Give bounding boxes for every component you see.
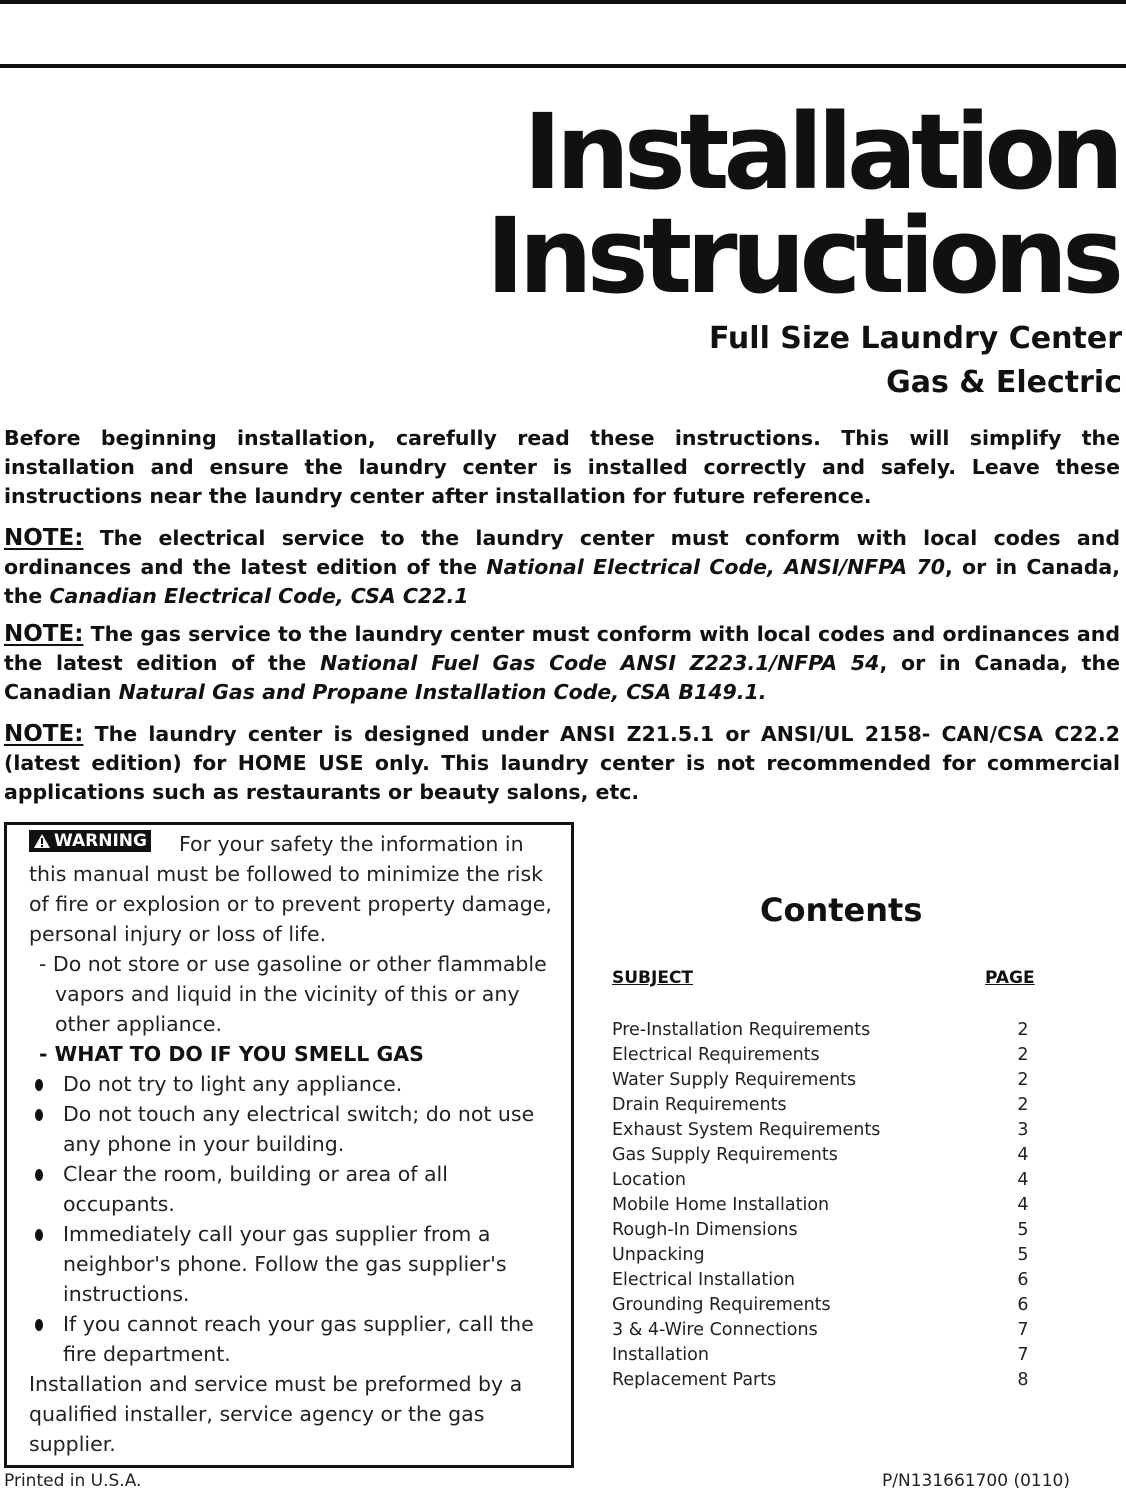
contents-page-number: 2 — [1017, 1020, 1029, 1040]
contents-subject: Pre-Installation Requirements — [612, 1020, 871, 1040]
contents-list — [612, 1018, 1032, 1393]
note-gas-canadian-code: Natural Gas and Propane Installation Code, CSA B149.1. — [118, 680, 767, 704]
warning-closing-line: supplier. — [29, 1432, 116, 1456]
bullet-text-continued: neighbor's phone. Follow the gas supplier's — [63, 1252, 507, 1276]
note-canadian-code: Canadian Electrical Code, CSA C22.1 — [49, 584, 469, 608]
contents-subject: Mobile Home Installation — [612, 1195, 830, 1215]
note-electrical-text: The electrical service to the laundry center must conform with local codes and ordinances and the latest edition of the — [4, 526, 1120, 579]
contents-page-number: 7 — [1017, 1320, 1029, 1340]
warning-closing-line: qualified installer, service agency or the gas — [29, 1402, 485, 1426]
title-line-1: Installation — [523, 91, 1118, 213]
contents-subject: Electrical Requirements — [612, 1045, 820, 1065]
warning-box — [4, 822, 574, 1468]
contents-subject: Location — [612, 1170, 687, 1190]
title-line-2: Instructions — [485, 195, 1118, 317]
contents-subject-header: SUBJECT — [612, 968, 694, 988]
bullet-text-continued: occupants. — [63, 1192, 175, 1216]
document-title — [485, 91, 1118, 317]
gas-bullet-item — [29, 1219, 561, 1249]
gas-bullet-item — [29, 1159, 561, 1189]
note-electrical-text-2: , or in Canada, the — [4, 555, 1120, 608]
note-gas-text-2: , or in Canada, the Canadian — [4, 651, 1120, 704]
gas-bullet-item — [29, 1099, 561, 1129]
bullet-text-continued: any phone in your building. — [63, 1132, 345, 1156]
contents-row — [612, 1368, 1032, 1393]
warning-intro-line: For your safety the information in — [178, 832, 524, 856]
warning-flammable-line: vapors and liquid in the vicinity of this or any — [55, 982, 520, 1006]
contents-row — [612, 1318, 1032, 1343]
contents-subject: Replacement Parts — [612, 1370, 777, 1390]
note-home-use-text: The laundry center is designed under ANSI Z21.5.1 or ANSI/UL 2158- CAN/CSA C22.2 (latest edition) for HOME USE only. This laundry center is not recommended for commercial applications such as restaurants or beauty salons, etc. — [4, 722, 1120, 804]
printed-in: Printed in U.S.A. — [4, 1471, 142, 1491]
contents-row — [612, 1293, 1032, 1318]
bullet-text: Do not try to light any appliance. — [63, 1072, 403, 1096]
note-gas — [4, 620, 1120, 707]
contents-title: Contents — [760, 891, 923, 929]
contents-page-number: 3 — [1017, 1120, 1029, 1140]
warning-badge — [29, 830, 151, 852]
contents-row — [612, 1118, 1032, 1143]
subtitle-fuel-type: Gas & Electric — [886, 365, 1122, 400]
bullet-icon — [35, 1079, 43, 1091]
contents-page-number: 5 — [1017, 1245, 1029, 1265]
contents-row — [612, 1218, 1032, 1243]
bullet-icon — [35, 1229, 43, 1241]
bullet-text: Immediately call your gas supplier from a — [63, 1222, 491, 1246]
bullet-icon — [35, 1169, 43, 1181]
warning-flammable-line: - Do not store or use gasoline or other flammable — [39, 952, 547, 976]
bullet-icon — [35, 1109, 43, 1121]
warning-badge-label: WARNING — [54, 831, 147, 851]
top-rule — [0, 0, 1126, 4]
contents-row — [612, 1143, 1032, 1168]
intro-paragraph: Before beginning installation, carefully read these instructions. This will simplify the installation and ensure the laundry center is installed correctly and safely. Leave these instructions near the laundry center after installation for future reference. — [4, 426, 1120, 508]
warning-closing-line: Installation and service must be preformed by a — [29, 1372, 523, 1396]
contents-page-number: 6 — [1017, 1270, 1029, 1290]
contents-subject: Grounding Requirements — [612, 1295, 831, 1315]
warning-line: this manual must be followed to minimize the risk — [29, 862, 543, 886]
contents-page-number: 2 — [1017, 1070, 1029, 1090]
contents-subject: Exhaust System Requirements — [612, 1120, 881, 1140]
contents-row — [612, 1018, 1032, 1043]
contents-subject: Unpacking — [612, 1245, 705, 1265]
contents-page-number: 4 — [1017, 1145, 1029, 1165]
contents-page-header: PAGE — [985, 968, 1035, 988]
contents-row — [612, 1068, 1032, 1093]
contents-page-number: 6 — [1017, 1295, 1029, 1315]
note-electrical-code: National Electrical Code, ANSI/NFPA 70 — [486, 555, 945, 579]
bullet-icon — [35, 1319, 43, 1331]
note-home-use — [4, 720, 1120, 807]
contents-page-number: 4 — [1017, 1195, 1029, 1215]
contents-row — [612, 1243, 1032, 1268]
bullet-text-continued: fire department. — [63, 1342, 231, 1366]
contents-page-number: 8 — [1017, 1370, 1029, 1390]
warning-flammable-line: other appliance. — [55, 1012, 223, 1036]
contents-subject: 3 & 4-Wire Connections — [612, 1320, 818, 1340]
gas-bullet-item — [29, 1069, 561, 1099]
note-label: NOTE: — [4, 621, 84, 647]
contents-page-number: 4 — [1017, 1170, 1029, 1190]
warning-triangle-icon — [33, 833, 51, 849]
warning-line: of fire or explosion or to prevent property damage, — [29, 892, 552, 916]
contents-subject: Electrical Installation — [612, 1270, 795, 1290]
contents-subject: Gas Supply Requirements — [612, 1145, 838, 1165]
contents-row — [612, 1043, 1032, 1068]
bullet-text-continued: instructions. — [63, 1282, 190, 1306]
contents-row — [612, 1093, 1032, 1118]
smell-gas-heading: - WHAT TO DO IF YOU SMELL GAS — [39, 1042, 424, 1066]
contents-page-number: 5 — [1017, 1220, 1029, 1240]
part-number: P/N131661700 (0110) — [882, 1471, 1070, 1491]
contents-page-number: 2 — [1017, 1045, 1029, 1065]
bullet-text: Do not touch any electrical switch; do not use — [63, 1102, 535, 1126]
subtitle-product: Full Size Laundry Center — [708, 321, 1122, 356]
header-rule — [0, 64, 1126, 68]
note-label: NOTE: — [4, 721, 84, 747]
contents-page-number: 2 — [1017, 1095, 1029, 1115]
contents-subject: Water Supply Requirements — [612, 1070, 857, 1090]
note-label: NOTE: — [4, 525, 84, 551]
gas-bullet-item — [29, 1309, 561, 1339]
contents-row — [612, 1343, 1032, 1368]
warning-line: personal injury or loss of life. — [29, 922, 327, 946]
contents-subject: Rough-In Dimensions — [612, 1220, 798, 1240]
bullet-text: If you cannot reach your gas supplier, call the — [63, 1312, 534, 1336]
contents-row — [612, 1168, 1032, 1193]
bullet-text: Clear the room, building or area of all — [63, 1162, 448, 1186]
note-gas-text: The gas service to the laundry center must conform with local codes and ordinances and the latest edition of the — [4, 622, 1120, 675]
note-electrical — [4, 524, 1120, 611]
contents-subject: Drain Requirements — [612, 1095, 787, 1115]
contents-subject: Installation — [612, 1345, 709, 1365]
note-gas-code: National Fuel Gas Code ANSI Z223.1/NFPA 54 — [320, 651, 880, 675]
contents-row — [612, 1268, 1032, 1293]
contents-page-number: 7 — [1017, 1345, 1029, 1365]
contents-row — [612, 1193, 1032, 1218]
warning-line — [29, 829, 561, 859]
